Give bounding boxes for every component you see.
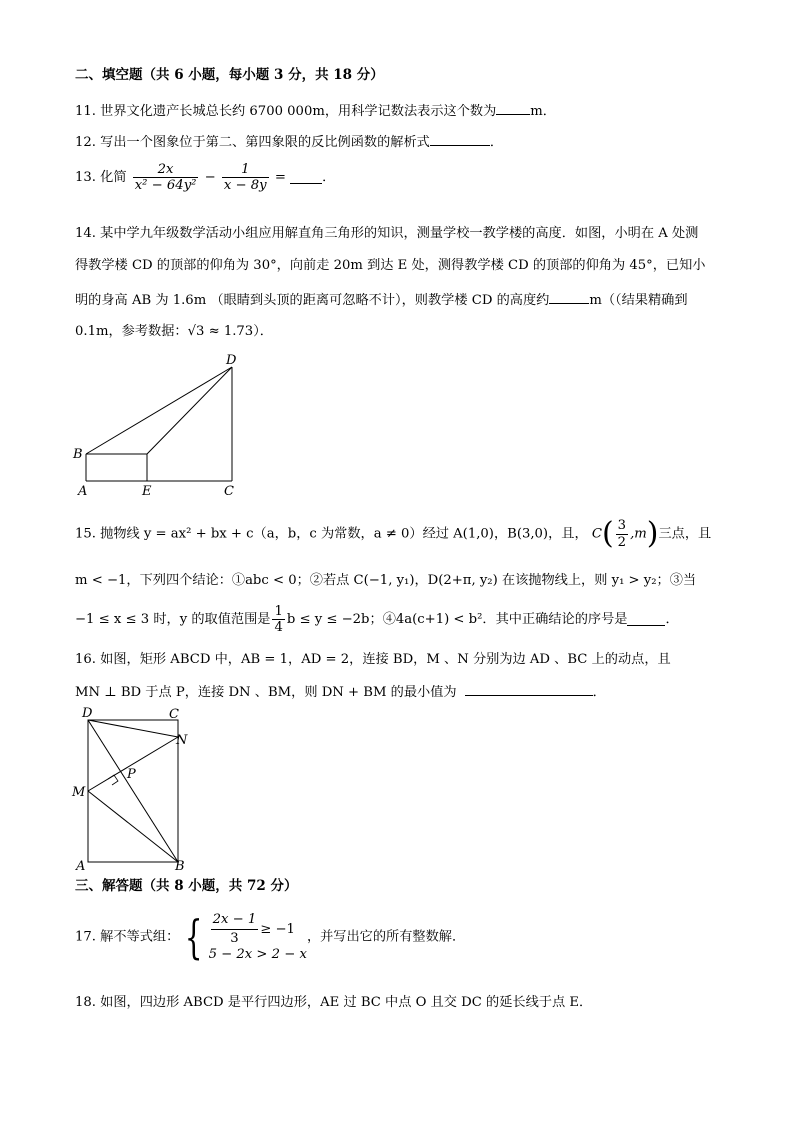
- fraction-denominator: x − 8y: [223, 178, 267, 194]
- question-11: [75, 102, 556, 118]
- fraction: [222, 163, 269, 192]
- fraction: [616, 519, 628, 548]
- label-B: B: [175, 859, 185, 874]
- section-2-title: 二、填空题（共 6 小题，每小题 3 分，共 18 分）: [75, 67, 384, 83]
- label-A: A: [76, 859, 86, 874]
- fraction-numerator: 1: [222, 163, 269, 178]
- label-M: M: [72, 785, 86, 800]
- question-13: 13. 化简 $\frac{2x}{\text{x² − 64y²}}$ − $\frac{1}{x - 8y}$ = ．: [75, 162, 336, 194]
- label-N: N: [176, 733, 188, 748]
- line-MN: [88, 737, 178, 791]
- fraction: [211, 912, 259, 947]
- label-C: C: [224, 484, 234, 498]
- question-13-tail: ．: [322, 170, 336, 186]
- question-16-line-2-tail: ．: [592, 685, 606, 700]
- section-3-title: 三、解答题（共 8 小题，共 72 分）: [75, 878, 298, 894]
- inequality-1-rhs: ≥ −1: [260, 921, 295, 937]
- question-15-line-3-text: −1 ≤ x ≤ 3 时，y 的取值范围是: [75, 612, 271, 628]
- label-D: D: [226, 353, 237, 368]
- line-BM: [88, 791, 178, 862]
- question-15-line-1-text: 15. 抛物线 y = ax² + bx + c（a，b，c 为常数，a ≠ 0）经过 A(1,0)，B(3,0)，且，: [75, 526, 588, 542]
- rectangle-figure: [68, 704, 198, 874]
- point-C-label: C: [591, 526, 602, 542]
- fraction: [272, 605, 284, 634]
- building-elevation-figure: [70, 350, 250, 498]
- fraction-denominator: 2: [617, 534, 627, 550]
- question-16-line-2: [75, 683, 606, 699]
- line-BD: [86, 367, 232, 454]
- answer-blank: [430, 133, 490, 146]
- answer-blank: [627, 613, 665, 626]
- question-17: [75, 912, 465, 963]
- question-12-text: 12. 写出一个图象位于第二、第四象限的反比例函数的解析式: [75, 135, 430, 150]
- question-16-line-1: 16. 如图，矩形 ABCD 中，AB = 1，AD = 2，连接 BD，M 、N 分别为边 AD 、BC 上的动点，且: [75, 652, 671, 667]
- line-BD: [88, 720, 178, 862]
- question-18: 18. 如图，四边形 ABCD 是平行四边形，AE 过 BC 中点 O 且交 DC 的延长线于点 E．: [75, 995, 593, 1010]
- question-14-line-1: 14. 某中学九年级数学活动小组应用解直角三角形的知识，测量学校一教学楼的高度．如图，小明在 A 处测: [75, 226, 699, 241]
- label-B: B: [73, 447, 83, 462]
- label-E: E: [142, 484, 152, 498]
- question-15-line-1: 15. 抛物线 y = ax² + bx + c（a，b，c 为常数，a ≠ 0）经过 A(1,0)，B(3,0)，且， C( $\frac{3}{2}$ ,m)三点，且: [75, 516, 712, 551]
- question-14-line-3-text: 明的身高 AB 为 1.6m （眼睛到头顶的距离可忽略不计），则教学楼 CD 的高度约: [75, 293, 550, 308]
- fraction-denominator: 4: [274, 620, 283, 636]
- question-15-line-3: [75, 605, 679, 634]
- question-14-line-4: 0.1m，参考数据：√3 ≈ 1.73）．: [75, 324, 273, 339]
- equals-sign: =: [274, 170, 286, 186]
- fraction-denominator: x² − 64y²: [134, 178, 197, 194]
- question-12: [75, 133, 503, 149]
- answer-blank: [549, 291, 589, 304]
- inequality-system: [209, 912, 307, 963]
- label-C: C: [169, 707, 179, 722]
- question-14-line-2: 得教学楼 CD 的顶部的仰角为 30°，向前走 20m 到达 E 处，测得教学楼 CD 的顶部的仰角为 45°，已知小: [75, 258, 706, 273]
- question-14-line-3-tail: m（（结果精确到: [589, 293, 688, 308]
- question-15-line-3-middle: b ≤ y ≤ −2b；④4a(c+1) < b²．其中正确结论的序号是: [286, 612, 628, 628]
- fraction-numerator: 2x − 1: [211, 912, 259, 930]
- fraction: [133, 163, 199, 192]
- question-11-text: 11. 世界文化遗产长城总长约 6700 000m，用科学记数法表示这个数为: [75, 104, 497, 119]
- label-D: D: [82, 706, 93, 721]
- fraction-numerator: 1: [274, 604, 283, 619]
- question-15-line-3-tail: ．: [665, 612, 679, 628]
- question-16-line-2-text: MN ⊥ BD 于点 P，连接 DN 、BM，则 DN + BM 的最小值为: [75, 685, 457, 700]
- label-A: A: [78, 484, 88, 498]
- system-brace: {: [185, 910, 203, 965]
- question-11-tail: m．: [530, 104, 556, 119]
- fraction-denominator: 3: [230, 930, 239, 946]
- inequality-2: 5 − 2x > 2 − x: [208, 946, 307, 962]
- question-17-tail: ，并写出它的所有整数解．: [306, 929, 466, 945]
- question-15-line-2: m < −1，下列四个结论：①abc < 0；②若点 C(−1, y₁)，D(2+π, y₂) 在该抛物线上，则 y₁ > y₂；③当: [75, 573, 697, 588]
- answer-blank: [465, 683, 593, 696]
- question-15-line-1-tail: 三点，且: [658, 526, 712, 542]
- fraction-numerator: 3: [617, 518, 627, 534]
- question-12-tail: ．: [489, 135, 504, 150]
- line-DN: [88, 720, 178, 737]
- question-14-line-3: [75, 291, 688, 307]
- answer-blank: [290, 171, 322, 184]
- question-13-prefix: 13. 化简: [75, 170, 127, 186]
- label-P: P: [127, 767, 136, 782]
- point-C-m: ,m: [630, 526, 647, 542]
- question-17-prefix: 17. 解不等式组：: [75, 929, 180, 945]
- answer-blank: [496, 102, 530, 115]
- fraction-numerator: 2x: [133, 163, 199, 178]
